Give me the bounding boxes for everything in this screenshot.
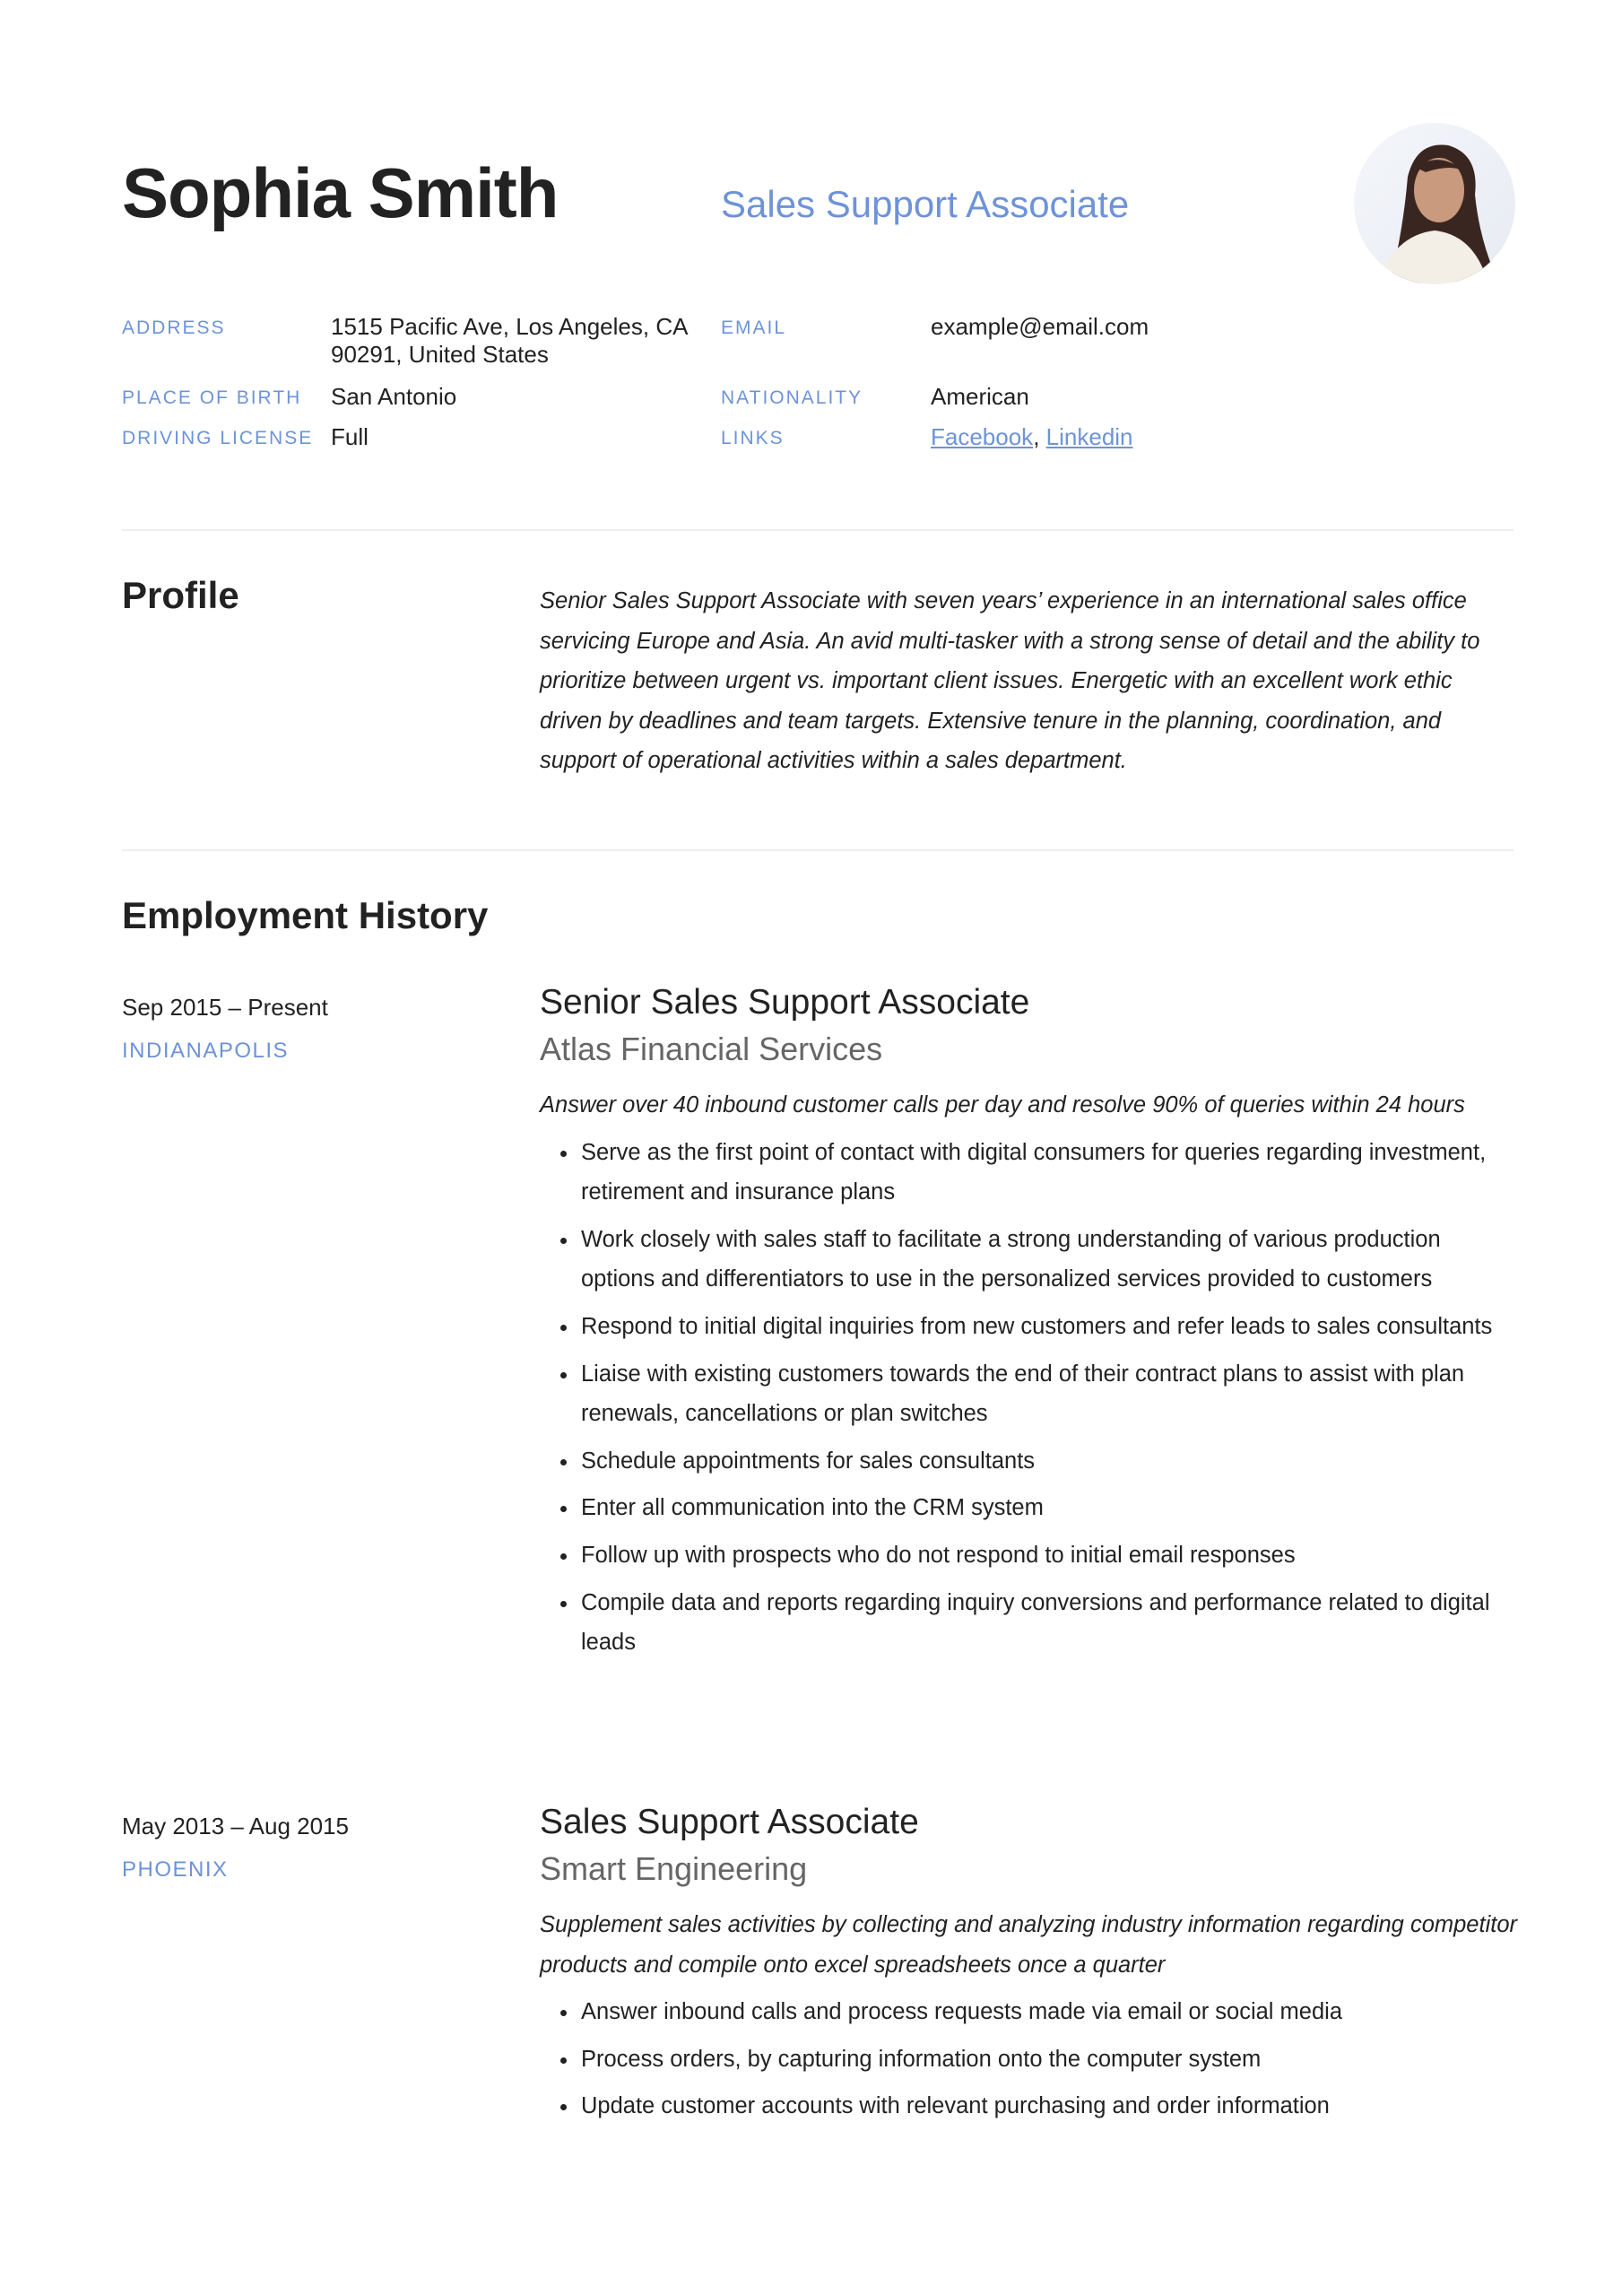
email-label: EMAIL: [721, 317, 787, 338]
list-item: • Process orders, by capturing information onto the computer system: [579, 2039, 1517, 2080]
job-bullets: [540, 1992, 1517, 2126]
job-dates: Sep 2015 – Present: [122, 994, 328, 1021]
list-item: • Schedule appointments for sales consultants: [579, 1441, 1517, 1482]
job-city: PHOENIX: [122, 1857, 229, 1882]
linkedin-link[interactable]: Linkedin: [1045, 423, 1133, 450]
list-item: • Answer inbound calls and process requests made via email or social media: [579, 1992, 1517, 2032]
address-line-2: 90291, United States: [331, 341, 549, 368]
profile-text: Senior Sales Support Associate with seven years’ experience in an international sales office servicing Europe and Asia. An avid multi-tasker with a strong sense of detail and the ability to prioritize between urgent vs. important client issues. Energetic with an excellent work ethic driven by deadlines and team targets. Extensive tenure in the planning, coordination, and support of operational activities within a sales department.: [540, 588, 1480, 774]
email-value: example@email.com: [931, 313, 1149, 340]
job-summary: Supplement sales activities by collecting and analyzing industry information regarding competitor products and compile onto excel spreadsheets once a quarter: [540, 1912, 1517, 1978]
candidate-name: Sophia Smith: [122, 153, 559, 232]
job-dates: May 2013 – Aug 2015: [122, 1813, 349, 1839]
candidate-job-title: Sales Support Associate: [721, 183, 1130, 225]
profile-photo: [1354, 123, 1515, 284]
birth-label: PLACE OF BIRTH: [122, 387, 302, 408]
job-company: Smart Engineering: [540, 1850, 808, 1887]
list-item: • Serve as the first point of contact with digital consumers for queries regarding investment, retirement and insurance plans: [579, 1133, 1517, 1213]
address-value: [331, 313, 688, 369]
nationality-value: American: [931, 383, 1029, 410]
job-title: Senior Sales Support Associate: [540, 983, 1030, 1022]
address-label: ADDRESS: [122, 317, 226, 338]
list-item: • Compile data and reports regarding inquiry conversions and performance related to digital leads: [579, 1583, 1517, 1663]
list-item: • Work closely with sales staff to facilitate a strong understanding of various production options and differentiators to use in the personalized services provided to customers: [579, 1220, 1517, 1300]
job-company: Atlas Financial Services: [540, 1031, 883, 1067]
list-item: • Respond to initial digital inquiries from new customers and refer leads to sales consultants: [579, 1307, 1517, 1347]
job-bullets: [540, 1133, 1517, 1663]
list-item: • Follow up with prospects who do not respond to initial email responses: [579, 1535, 1517, 1576]
list-item: • Liaise with existing customers towards the end of their contract plans to assist with plan renewals, cancellations or plan switches: [579, 1354, 1517, 1434]
list-item: • Enter all communication into the CRM system: [579, 1488, 1517, 1528]
job-summary: Answer over 40 inbound customer calls per day and resolve 90% of queries within 24 hours: [540, 1092, 1465, 1118]
address-line-1: 1515 Pacific Ave, Los Angeles, CA: [331, 313, 689, 340]
birth-value: San Antonio: [331, 383, 457, 410]
links-value: [931, 423, 1133, 451]
employment-heading: Employment History: [122, 894, 489, 936]
profile-heading: Profile: [122, 574, 239, 616]
list-item: • Update customer accounts with relevant purchasing and order information: [579, 2086, 1517, 2126]
license-label: DRIVING LICENSE: [122, 428, 314, 448]
job-entry: [540, 981, 1517, 1670]
divider: [122, 849, 1514, 851]
job-city: INDIANAPOLIS: [122, 1039, 290, 1063]
link-separator: ,: [1033, 423, 1040, 450]
license-value: Full: [331, 423, 369, 450]
links-label: LINKS: [721, 428, 785, 448]
job-entry: [540, 1801, 1517, 2134]
job-title: Sales Support Associate: [540, 1803, 919, 1841]
divider: [122, 529, 1514, 531]
facebook-link[interactable]: Facebook: [931, 423, 1034, 450]
nationality-label: NATIONALITY: [721, 387, 863, 408]
